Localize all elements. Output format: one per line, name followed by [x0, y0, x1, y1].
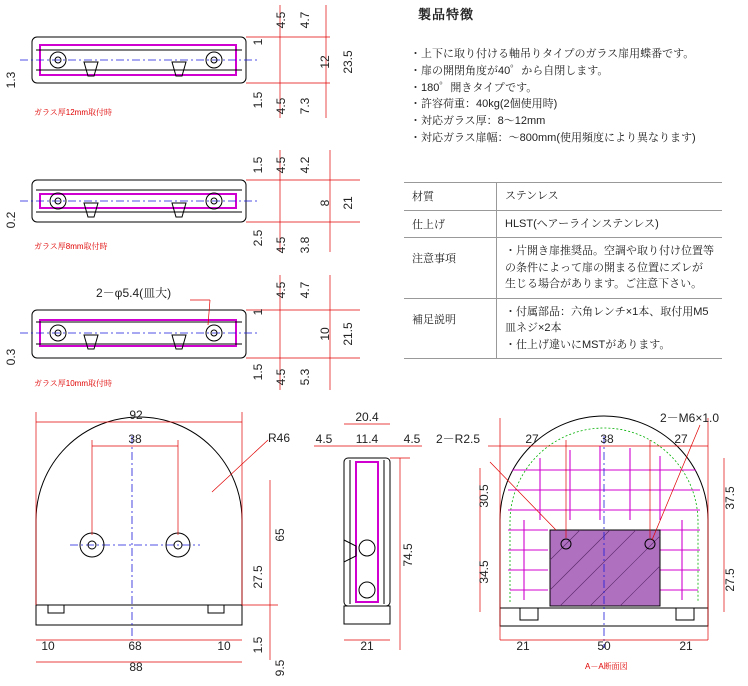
spec-key: 材質 — [404, 183, 497, 211]
dim-label: 1 — [251, 38, 265, 46]
dim-label: 74.5 — [401, 543, 415, 567]
feature-item: ・扉の開閉角度が40゜から自閉します。 — [410, 64, 609, 77]
dim-label: 27 — [525, 432, 539, 446]
feature-item: ・対応ガラス扉幅：～800mm(使用頻度により異なります) — [410, 131, 696, 144]
view-side — [314, 410, 422, 653]
feature-item: ・対応ガラス厚：8～12mm — [410, 115, 546, 128]
features-title: 製品特徴 — [418, 7, 475, 22]
dim-label: 30.5 — [477, 484, 491, 508]
dim-label: 2－M6×1.0 — [660, 411, 720, 425]
dim-label: 21 — [679, 639, 693, 653]
dim-label: 7.3 — [298, 97, 312, 115]
dim-label: 38 — [128, 432, 142, 446]
dim-label: 1.5 — [251, 91, 265, 109]
view-glass-10mm — [4, 275, 360, 390]
table-row — [404, 298, 722, 359]
dim-label: 2－R2.5 — [436, 432, 481, 446]
features-list — [410, 46, 696, 147]
dim-label: 3.8 — [298, 236, 312, 254]
dim-label: 12 — [318, 55, 332, 69]
spec-value: HLST(ヘアーラインステンレス) — [497, 210, 723, 238]
spec-table — [404, 182, 722, 359]
section-title: A－A断面図 — [585, 662, 628, 671]
spec-key: 補足説明 — [404, 298, 497, 359]
dim-label: 10 — [41, 639, 55, 653]
dim-label: 0.2 — [4, 211, 18, 229]
dim-label: 4.5 — [274, 97, 288, 115]
dim-label: 4.5 — [274, 156, 288, 174]
dim-label: 4.5 — [274, 236, 288, 254]
dim-label: 27.5 — [723, 568, 737, 592]
dim-label: 4.5 — [274, 368, 288, 386]
dim-label: 11.4 — [355, 432, 379, 446]
dim-label: 1 — [251, 308, 265, 316]
dim-label: 4.5 — [315, 432, 333, 446]
dim-label: 38 — [600, 432, 614, 446]
dim-label: 4.2 — [298, 156, 312, 174]
dim-label: 27.5 — [251, 565, 265, 589]
dim-label: R46 — [268, 431, 291, 445]
dim-label: 20.4 — [355, 410, 379, 424]
dim-label: 50 — [597, 639, 611, 653]
dim-label: 1.5 — [251, 636, 265, 654]
spec-value: ・片開き扉推奨品。空調や取り付け位置等 の条件によって扉の開まる位置にズレが 生じる場合があります。ご注意下さい。 — [497, 238, 723, 299]
dim-label: 27 — [674, 432, 688, 446]
feature-item: ・許容荷重：40kg(2個使用時) — [410, 98, 558, 111]
spec-value: ステンレス — [497, 183, 723, 211]
spec-key: 仕上げ — [404, 210, 497, 238]
dim-label: 21 — [341, 196, 355, 210]
dim-label: 21 — [516, 639, 530, 653]
dim-label: 4.5 — [274, 11, 288, 29]
dim-label: 1.5 — [251, 363, 265, 381]
feature-item: ・上下に取り付ける軸吊りタイプのガラス扉用蝶番です。 — [410, 48, 695, 60]
view-front — [36, 408, 290, 676]
table-row — [404, 183, 722, 211]
dim-label: 4.7 — [298, 11, 312, 29]
dim-label: 1.5 — [251, 156, 265, 174]
dim-label: 65 — [273, 528, 287, 542]
dim-label: 0.3 — [4, 348, 18, 366]
dim-label: 34.5 — [477, 560, 491, 584]
view-glass-12mm — [4, 5, 355, 118]
view-caption: ガラス厚10mm取付時 — [34, 379, 112, 388]
dim-label: 4.5 — [403, 432, 421, 446]
view-caption: ガラス厚12mm取付時 — [34, 108, 112, 117]
view-caption: ガラス厚8mm取付時 — [34, 242, 108, 251]
feature-item: ・180゜開きタイプです。 — [410, 81, 538, 94]
dim-label: 92 — [129, 408, 143, 422]
dim-label: 21.5 — [341, 322, 355, 346]
dim-label: 88 — [129, 660, 143, 674]
table-row — [404, 238, 722, 299]
dim-label: 5.3 — [298, 368, 312, 386]
dim-label: 37.5 — [723, 486, 737, 510]
dim-label: 2.5 — [251, 229, 265, 247]
dim-label: 21 — [360, 639, 374, 653]
dim-label: 4.7 — [298, 281, 312, 299]
spec-key: 注意事項 — [404, 238, 497, 299]
dim-label: 1.3 — [4, 71, 18, 89]
view-section-a-a — [436, 411, 737, 671]
dim-label: 10 — [217, 639, 231, 653]
hole-note: 2－φ5.4(皿大) — [96, 286, 172, 300]
dim-label: 8 — [318, 199, 332, 207]
dim-label: 10 — [318, 327, 332, 341]
table-row — [404, 210, 722, 238]
dim-label: 4.5 — [274, 281, 288, 299]
dim-label: 68 — [128, 639, 142, 653]
dim-label: 23.5 — [341, 50, 355, 74]
dim-label: 9.5 — [273, 659, 287, 677]
view-glass-8mm — [4, 150, 360, 253]
spec-value: ・付属部品：六角レンチ×1本、取付用M5 皿ネジ×2本 ・仕上げ違いにMSTがあります。 — [497, 298, 723, 359]
